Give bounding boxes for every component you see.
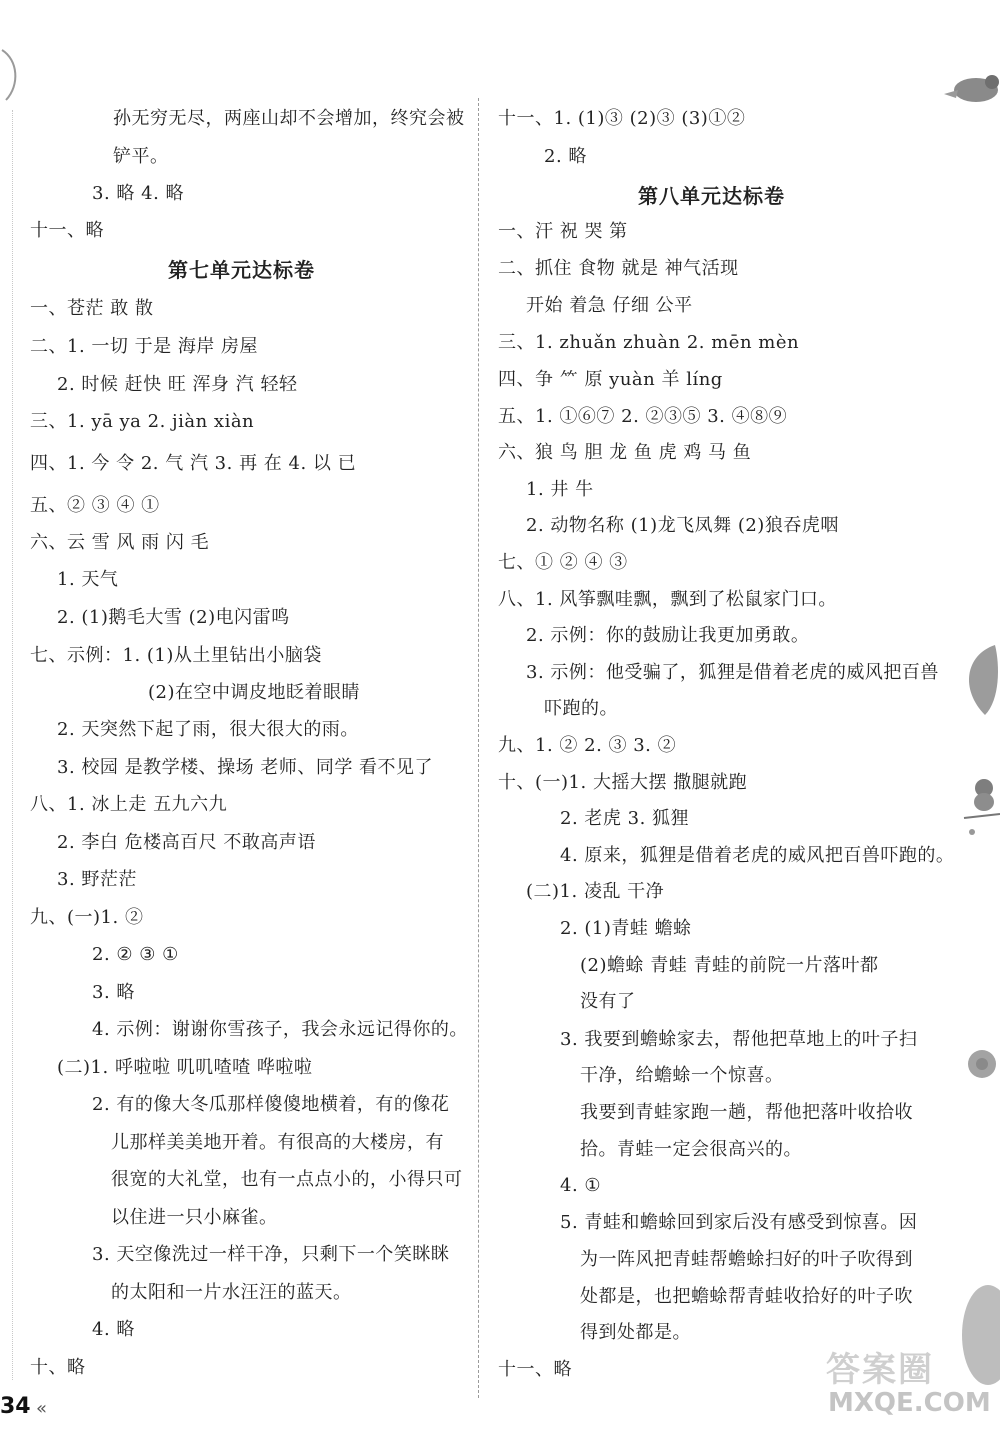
answer-line: 5. 青蛙和蟾蜍回到家后没有感受到惊喜。因 bbox=[560, 1212, 918, 1233]
answer-line: 七、示例：1. (1)从土里钻出小脑袋 bbox=[30, 645, 322, 666]
answer-line: 开始 着急 仔细 公平 bbox=[526, 295, 693, 316]
page-number: 34 bbox=[0, 1394, 31, 1419]
watermark bbox=[826, 1342, 996, 1427]
answer-line: 3. 示例：他受骗了，狐狸是借着老虎的威风把百兽 bbox=[526, 662, 939, 683]
answer-line: 1. 天气 bbox=[57, 569, 119, 590]
answer-line: 十、(一)1. 大摇大摆 撒腿就跑 bbox=[498, 772, 748, 793]
answer-line: 3. 校园 是教学楼、操场 老师、同学 看不见了 bbox=[57, 757, 434, 778]
answer-line: 八、1. 风筝飘哇飘，飘到了松鼠家门口。 bbox=[498, 589, 837, 610]
answer-line: 4. 略 bbox=[92, 1319, 135, 1340]
answer-line: 为一阵风把青蛙帮蟾蜍扫好的叶子吹得到 bbox=[580, 1249, 913, 1270]
watermark-title: 答案圈 bbox=[826, 1350, 934, 1390]
answer-line: 五、1. ①⑥⑦ 2. ②③⑤ 3. ④⑧⑨ bbox=[498, 406, 788, 427]
answer-line: 六、狼 鸟 胆 龙 鱼 虎 鸡 马 鱼 bbox=[498, 442, 752, 463]
answer-line: 九、1. ② 2. ③ 3. ② bbox=[498, 735, 677, 756]
answer-line: (二)1. 呼啦啦 叽叽喳喳 哗啦啦 bbox=[57, 1057, 313, 1078]
section-heading: 第八单元达标卷 bbox=[638, 184, 785, 208]
page-arrow-icon: « bbox=[36, 1398, 48, 1419]
answer-line: 很宽的大礼堂，也有一点点小的，小得只可 bbox=[111, 1169, 463, 1190]
answer-line: 2. 略 bbox=[544, 146, 587, 167]
answer-line: 儿那样美美地开着。有很高的大楼房，有 bbox=[111, 1132, 444, 1153]
snail-icon bbox=[958, 1040, 1000, 1090]
answer-line: 三、1. yā ya 2. jiàn xiàn bbox=[30, 411, 255, 432]
answer-line: 3. 略 bbox=[92, 982, 135, 1003]
answer-line: 3. 略 4. 略 bbox=[92, 183, 185, 204]
answer-line: 四、1. 今 令 2. 气 汽 3. 再 在 4. 以 已 bbox=[30, 453, 357, 474]
answer-line: 十、略 bbox=[30, 1357, 86, 1378]
answer-line: 四、争 ⺮ 原 yuàn 羊 líng bbox=[498, 369, 723, 390]
answer-line: 处都是，也把蟾蜍帮青蛙收拾好的叶子吹 bbox=[580, 1286, 913, 1307]
answer-line: 3. 天空像洗过一样干净，只剩下一个笑眯眯 bbox=[92, 1244, 450, 1265]
answer-line: 吓跑的。 bbox=[544, 698, 618, 719]
answer-line: 2. 示例：你的鼓励让我更加勇敢。 bbox=[526, 625, 810, 646]
section-heading: 第七单元达标卷 bbox=[168, 258, 315, 282]
answer-line: 2. 李白 危楼高百尺 不敢高声语 bbox=[57, 832, 316, 853]
answer-line: 一、汗 祝 哭 第 bbox=[498, 221, 628, 242]
answer-line: 的太阳和一片水汪汪的蓝天。 bbox=[111, 1282, 352, 1303]
answer-line: 二、抓住 食物 就是 神气活现 bbox=[498, 258, 739, 279]
answer-line: 4. 原来，狐狸是借着老虎的威风把百兽吓跑的。 bbox=[560, 845, 955, 866]
answer-line: 我要到青蛙家跑一趟，帮他把落叶收拾收 bbox=[580, 1102, 913, 1123]
answer-line: 得到处都是。 bbox=[580, 1322, 691, 1343]
answer-line: 2. 有的像大冬瓜那样傻傻地横着，有的像花 bbox=[92, 1094, 450, 1115]
answer-line: 十一、略 bbox=[498, 1359, 572, 1380]
answer-line: 八、1. 冰上走 五九六九 bbox=[30, 794, 228, 815]
answer-line: (二)1. 凌乱 干净 bbox=[526, 881, 665, 902]
answer-line: 五、② ③ ④ ① bbox=[30, 495, 160, 516]
watermark-url: MXQE.COM bbox=[828, 1388, 991, 1418]
answer-line: 铲平。 bbox=[113, 146, 169, 167]
answer-line: 3. 我要到蟾蜍家去，帮他把草地上的叶子扫 bbox=[560, 1029, 918, 1050]
leaf-icon bbox=[0, 45, 22, 105]
answer-line: 干净，给蟾蜍一个惊喜。 bbox=[580, 1065, 784, 1086]
answer-line: 没有了 bbox=[580, 991, 636, 1012]
leaf-icon bbox=[955, 640, 1000, 720]
bird-on-branch-icon bbox=[962, 770, 1000, 840]
answer-line: 六、云 雪 风 雨 闪 毛 bbox=[30, 532, 210, 553]
answer-line: 二、1. 一切 于是 海岸 房屋 bbox=[30, 336, 259, 357]
answer-line: 十一、1. (1)③ (2)③ (3)①② bbox=[498, 108, 746, 129]
answer-line: 2. (1)鹅毛大雪 (2)电闪雷鸣 bbox=[57, 607, 290, 628]
answer-line: 拾。青蛙一定会很高兴的。 bbox=[580, 1139, 802, 1160]
answer-line: 2. ② ③ ① bbox=[92, 944, 179, 965]
column-divider bbox=[478, 98, 479, 1398]
answer-line: 4. ① bbox=[560, 1175, 602, 1196]
answer-line: 2. 天突然下起了雨，很大很大的雨。 bbox=[57, 719, 359, 740]
answer-line: 七、① ② ④ ③ bbox=[498, 552, 628, 573]
answer-line: 一、苍茫 敢 散 bbox=[30, 298, 154, 319]
answer-line: 2. 时候 赶快 旺 浑身 汽 轻轻 bbox=[57, 374, 298, 395]
answer-line: (2)在空中调皮地眨着眼睛 bbox=[148, 682, 360, 703]
answer-line: 3. 野茫茫 bbox=[57, 869, 137, 890]
margin-line bbox=[12, 110, 13, 1380]
answer-line: 十一、略 bbox=[30, 220, 104, 241]
answer-line: (2)蟾蜍 青蛙 青蛙的前院一片落叶都 bbox=[580, 955, 879, 976]
answer-line: 九、(一)1. ② bbox=[30, 907, 144, 928]
answer-line: 2. (1)青蛙 蟾蜍 bbox=[560, 918, 692, 939]
bird-icon bbox=[940, 60, 1000, 110]
answer-line: 1. 井 牛 bbox=[526, 479, 594, 500]
answer-line: 2. 动物名称 (1)龙飞凤舞 (2)狼吞虎咽 bbox=[526, 515, 839, 536]
answer-line: 三、1. zhuǎn zhuàn 2. mēn mèn bbox=[498, 332, 800, 353]
answer-line: 以住进一只小麻雀。 bbox=[111, 1207, 278, 1228]
answer-line: 2. 老虎 3. 狐狸 bbox=[560, 808, 690, 829]
answer-line: 孙无穷无尽，两座山却不会增加，终究会被 bbox=[113, 108, 465, 129]
answer-line: 4. 示例：谢谢你雪孩子，我会永远记得你的。 bbox=[92, 1019, 468, 1040]
